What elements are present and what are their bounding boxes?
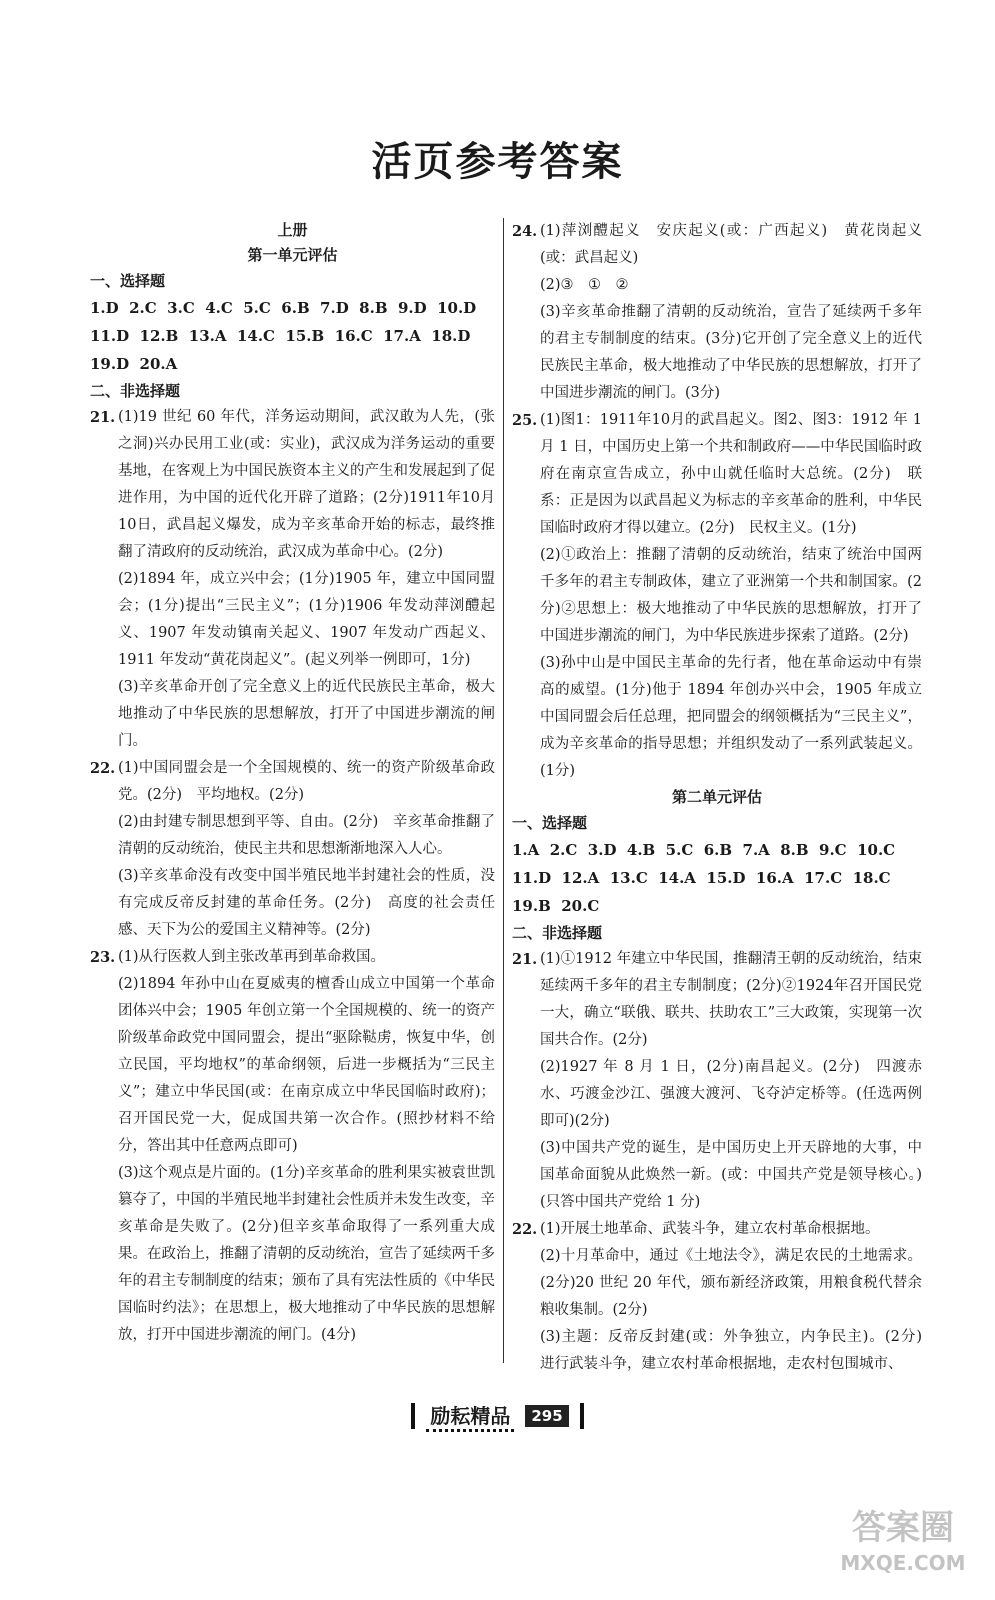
- question-number: 22.: [90, 760, 116, 777]
- unit-heading: 第二单元评估: [671, 788, 762, 806]
- answer-paragraph: (2)1894 年孙中山在夏威夷的檀香山成立中国第一个革命团体兴中会；1905 年创立第一个全国规模的、统一的资产阶级革命政党中国同盟会，提出“驱除鞑虏，恢复中华，创立民国，平均地权”的革命纲领，后进一步概括为“三民主义”；建立中华民国(或：在南京成立中华民国临时政府)；召开国民党一大，促成国共第一次合作。(照抄材料不给分，答出其中任意两点即可): [118, 976, 495, 1154]
- watermark-logo: [838, 1506, 968, 1586]
- question-24: [512, 218, 922, 407]
- question-number: 24.: [512, 223, 538, 240]
- question-23: [90, 944, 495, 1349]
- footer-bar-left: [411, 1403, 415, 1429]
- mcq-answer-line: 11.D 12.B 13.A 14.C 15.B 16.C 17.A 18.D: [90, 327, 471, 345]
- question-number: 21.: [512, 951, 538, 968]
- question-25: [512, 407, 922, 785]
- answer-paragraph: (3)中国共产党的诞生，是中国历史上开天辟地的大事，中国革命面貌从此焕然一新。(或：中国共产党是领导核心。)(只答中国共产党给 1 分): [540, 1140, 922, 1210]
- page-number: 295: [525, 1405, 568, 1427]
- brand-label: 励耘精品: [426, 1400, 514, 1432]
- answer-paragraph: (3)这个观点是片面的。(1分)辛亥革命的胜利果实被袁世凯篡夺了，中国的半殖民地半封建社会性质并未发生改变，辛亥革命是失败了。(2分)但辛亥革命取得了一系列重大成果。在政治上，推翻了清朝的反动统治，宣告了延续两千多年的君主专制制度的结束；颁布了具有宪法性质的《中华民国临时约法》；在思想上，极大地推动了中华民族的思想解放，打开中国进步潮流的闸门。(4分): [118, 1165, 495, 1343]
- answer-paragraph: (1)开展土地革命、武装斗争，建立农村革命根据地。: [540, 1221, 880, 1237]
- answer-paragraph: (1)萍浏醴起义 安庆起义(或：广西起义) 黄花岗起义(或：武昌起义): [540, 223, 922, 266]
- answer-paragraph: (1)从行医救人到主张改革再到革命救国。: [118, 949, 386, 965]
- question-22-unit2: [512, 1216, 937, 1378]
- answer-paragraph: (3)辛亥革命开创了完全意义上的近代民族民主革命，极大地推动了中华民族的思想解放，打开了中国进步潮流的闸门。: [118, 679, 495, 749]
- question-number: 22.: [512, 1221, 538, 1238]
- mcq-answer-line: 11.D 12.A 13.C 14.A 15.D 16.A 17.C 18.C: [512, 869, 891, 887]
- section-heading: 一、选择题: [90, 272, 166, 290]
- mcq-answer-line: 19.B 20.C: [512, 897, 600, 915]
- answer-paragraph: (1)图1：1911年10月的武昌起义。图2、图3：1912 年 1 月 1 日，中国历史上第一个共和制政府——中华民国临时政府在南京宣告成立，孙中山就任临时大总统。(2分) 联系：正是因为以武昌起义为标志的辛亥革命的胜利，中华民国临时政府才得以建立。(2分) 民权主义。(1分): [540, 412, 922, 536]
- mcq-answer-line: 19.D 20.A: [90, 355, 178, 373]
- answer-paragraph: (3)辛亥革命推翻了清朝的反动统治，宣告了延续两千多年的君主专制制度的结束。(3分)它开创了完全意义上的近代民族民主革命，极大地推动了中华民族的思想解放，打开了中国进步潮流的闸门。(3分): [540, 304, 922, 401]
- answer-paragraph: (2)十月革命中，通过《土地法令》，满足农民的土地需求。(2分)20 世纪 20 年代，颁布新经济政策，用粮食税代替余粮收集制。(2分): [540, 1248, 922, 1318]
- question-number: 25.: [512, 412, 538, 429]
- left-column: [90, 218, 495, 1349]
- answer-paragraph: (2)由封建专制思想到平等、自由。(2分) 辛亥革命推翻了清朝的反动统治，使民主共和思想渐渐地深入人心。: [118, 814, 495, 857]
- answer-paragraph: (2)①政治上：推翻了清朝的反动统治，结束了统治中国两千多年的君主专制政体，建立了亚洲第一个共和制国家。(2分)②思想上：极大地推动了中华民族的思想解放，打开了中国进步潮流的闸门，为中华民族进步探索了道路。(2分): [540, 547, 922, 644]
- section-heading: 二、非选择题: [512, 924, 603, 942]
- question-number: 21.: [90, 409, 116, 426]
- answer-paragraph: (2)③ ① ②: [540, 277, 629, 293]
- page-title: 活页参考答案: [371, 138, 624, 185]
- answer-paragraph: (1)中国同盟会是一个全国规模的、统一的资产阶级革命政党。(2分) 平均地权。(2分): [118, 760, 495, 803]
- section-heading: 二、非选择题: [90, 382, 181, 400]
- right-column: [512, 218, 937, 1378]
- column-divider: [503, 218, 504, 1363]
- mcq-answer-line: 1.D 2.C 3.C 4.C 5.C 6.B 7.D 8.B 9.D 10.D: [90, 299, 477, 317]
- volume-heading: 上册: [277, 221, 308, 239]
- answer-paragraph: (3)孙中山是中国民主革命的先行者，他在革命运动中有崇高的威望。(1分)他于 1894 年创办兴中会，1905 年成立中国同盟会后任总理，把同盟会的纲领概括为“三民主义”，成为辛亥革命的指导思想；并组织发动了一系列武装起义。(1分): [540, 655, 922, 779]
- question-21: [90, 404, 495, 755]
- answer-paragraph: (1)19 世纪 60 年代，洋务运动期间，武汉敢为人先，(张之洞)兴办民用工业(或：实业)，武汉成为洋务运动的重要基地，在客观上为中国民族资本主义的产生和发展起到了促进作用，为中国的近代化开辟了道路；(2分)1911年10月10日，武昌起义爆发，成为辛亥革命开始的标志，最终推翻了清政府的反动统治，武汉成为革命中心。(2分): [118, 409, 495, 560]
- section-heading: 一、选择题: [512, 814, 588, 832]
- answer-paragraph: (3)主题：反帝反封建(或：外争独立，内争民主)。(2分) 进行武装斗争，建立农村革命根据地，走农村包围城市、: [540, 1329, 937, 1372]
- question-22: [90, 755, 495, 944]
- watermark-url: MXQE.COM: [840, 1551, 966, 1575]
- answer-paragraph: (1)①1912 年建立中华民国，推翻清王朝的反动统治，结束延续两千多年的君主专制制度；(2分)②1924年召开国民党一大，确立“联俄、联共、扶助农工”三大政策，实现第一次国共合作。(2分): [540, 951, 922, 1048]
- question-21-unit2: [512, 946, 922, 1216]
- watermark-text: 答案圈: [852, 1508, 954, 1548]
- mcq-answer-line: 1.A 2.C 3.D 4.B 5.C 6.B 7.A 8.B 9.C 10.C: [512, 841, 896, 859]
- answer-paragraph: (3)辛亥革命没有改变中国半殖民地半封建社会的性质，没有完成反帝反封建的革命任务。(2分) 高度的社会责任感、天下为公的爱国主义精神等。(2分): [118, 868, 495, 938]
- page-footer: [0, 1400, 995, 1432]
- unit-heading: 第一单元评估: [247, 246, 338, 264]
- footer-bar-right: [580, 1403, 584, 1429]
- question-number: 23.: [90, 949, 116, 966]
- answer-paragraph: (2)1927 年 8 月 1 日，(2分)南昌起义。(2分) 四渡赤水、巧渡金沙江、强渡大渡河、飞夺泸定桥等。(任选两例即可)(2分): [540, 1059, 922, 1129]
- answer-paragraph: (2)1894 年，成立兴中会；(1分)1905 年，建立中国同盟会；(1分)提出“三民主义”；(1分)1906 年发动萍浏醴起义、1907 年发动镇南关起义、1907 年发动广西起义、1911 年发动“黄花岗起义”。(起义列举一例即可，1分): [118, 571, 495, 668]
